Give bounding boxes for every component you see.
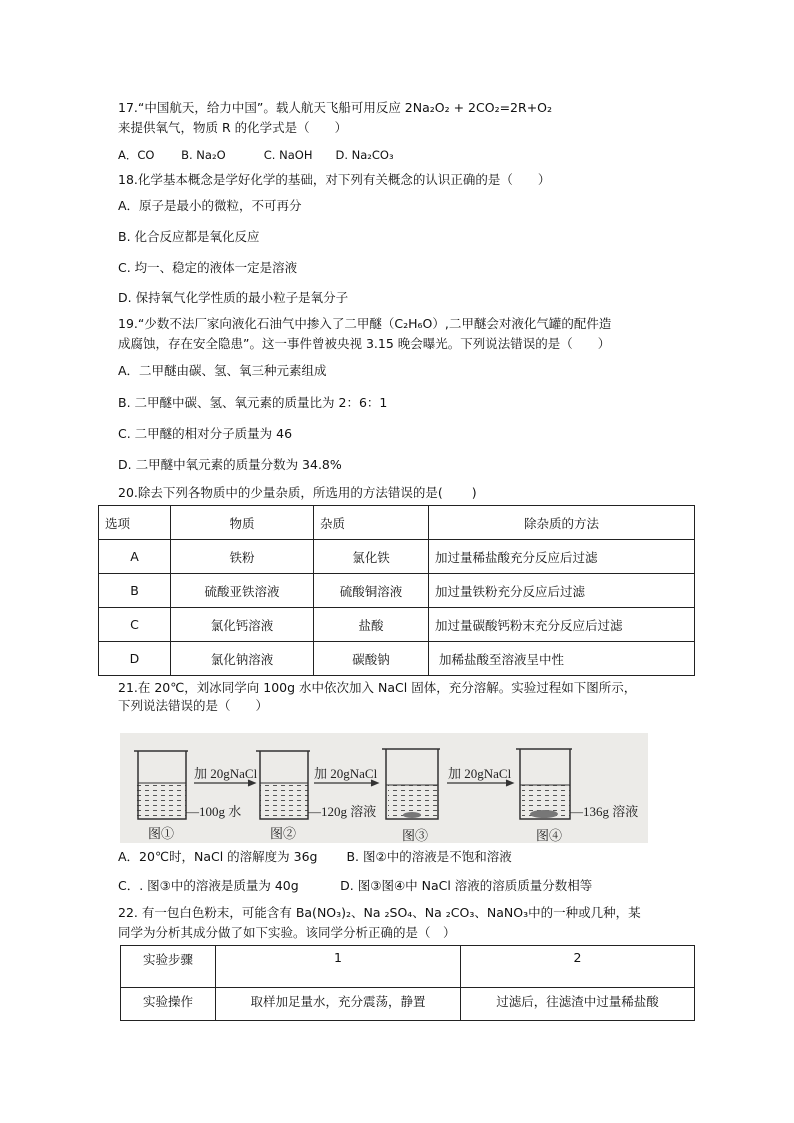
table-cell: 盐酸: [314, 608, 429, 642]
q17-stem-line2: 来提供氧气，物质 R 的化学式是（ ）: [118, 120, 348, 135]
table-cell: 实验步骤: [121, 946, 216, 988]
table-cell: 加过量稀盐酸充分反应后过滤: [429, 540, 695, 574]
q17-options: A．CO B. Na₂O C. NaOH D. Na₂CO₃: [118, 148, 394, 162]
q19-stem-line2: 成腐蚀，存在安全隐患”。这一事件曾被央视 3.15 晚会曝光。下列说法错误的是（ ）: [118, 336, 611, 351]
table-cell: D: [99, 642, 171, 676]
table-cell: 取样加足量水，充分震荡，静置: [216, 988, 461, 1021]
table-cell: 硫酸亚铁溶液: [171, 574, 314, 608]
table-cell: 2: [461, 946, 695, 988]
q22-stem-line2: 同学为分析其成分做了如下实验。该同学分析正确的是（ ）: [118, 925, 456, 940]
beaker-experiment-figure: [120, 733, 648, 843]
q19-option-c: C. 二甲醚的相对分子质量为 46: [118, 426, 293, 441]
q19-stem-line1: 19.“少数不法厂家向液化石油气中掺入了二甲醚（C₂H₆O）,二甲醚会对液化气罐的配件造: [118, 316, 612, 331]
table-cell: 加过量铁粉充分反应后过滤: [429, 574, 695, 608]
figure-caption: 图①: [148, 826, 175, 841]
add-nacl-label: 加 20gNaCl: [194, 766, 258, 781]
table-cell: 氯化钙溶液: [171, 608, 314, 642]
beaker-1-label: —100g 水: [186, 804, 242, 819]
table-row: [121, 946, 695, 988]
add-nacl-label: 加 20gNaCl: [314, 766, 378, 781]
table-row: [99, 608, 695, 642]
table-row: [99, 642, 695, 676]
q20-stem: 20.除去下列各物质中的少量杂质，所选用的方法错误的是( ): [118, 485, 477, 500]
table-cell: 1: [216, 946, 461, 988]
q18-option-c: C. 均一、稳定的液体一定是溶液: [118, 260, 298, 275]
beaker-4: [516, 749, 572, 819]
beaker-1: [134, 751, 188, 819]
q18-option-a: A．原子是最小的微粒，不可再分: [118, 198, 302, 213]
figure-caption: 图④: [536, 828, 563, 843]
table-cell: 硫酸铜溶液: [314, 574, 429, 608]
header-cell: 物质: [171, 506, 314, 540]
q21-options-cd: C．. 图③中的溶液是质量为 40g D. 图③图④中 NaCl 溶液的溶质质量分数相等: [118, 878, 593, 893]
table-cell: B: [99, 574, 171, 608]
add-nacl-label: 加 20gNaCl: [448, 766, 512, 781]
figure-caption: 图③: [402, 828, 429, 843]
beaker-drawing: [120, 733, 648, 843]
q19-option-d: D. 二甲醚中氧元素的质量分数为 34.8%: [118, 457, 342, 472]
table-row: [99, 540, 695, 574]
q18-option-d: D. 保持氧气化学性质的最小粒子是氧分子: [118, 290, 349, 305]
beaker-3: [382, 749, 440, 819]
table-cell: 实验操作: [121, 988, 216, 1021]
beaker-2: [256, 751, 310, 819]
q21-options-ab: A．20℃时，NaCl 的溶解度为 36g B. 图②中的溶液是不饱和溶液: [118, 849, 512, 864]
q20-table: [98, 505, 695, 676]
table-cell: C: [99, 608, 171, 642]
beaker-2-label: —120g 溶液: [308, 804, 377, 819]
header-cell: 除杂质的方法: [429, 506, 695, 540]
table-row: [121, 988, 695, 1021]
figure-caption: 图②: [270, 826, 297, 841]
table-cell: 过滤后，往滤渣中过量稀盐酸: [461, 988, 695, 1021]
q18-stem: 18.化学基本概念是学好化学的基础，对下列有关概念的认识正确的是（ ）: [118, 172, 551, 187]
table-cell: 加过量碳酸钙粉末充分反应后过滤: [429, 608, 695, 642]
q17-stem-line1: 17.“中国航天，给力中国”。载人航天飞船可用反应 2Na₂O₂ + 2CO₂=2R+O₂: [118, 100, 553, 115]
q22-table: [120, 945, 695, 1021]
q19-option-b: B. 二甲醚中碳、氢、氧元素的质量比为 2：6：1: [118, 395, 388, 410]
table-cell: 铁粉: [171, 540, 314, 574]
table-header-row: [99, 506, 695, 540]
table-cell: 氯化铁: [314, 540, 429, 574]
table-cell: 碳酸钠: [314, 642, 429, 676]
q21-stem-line1: 21.在 20℃，刘冰同学向 100g 水中依次加入 NaCl 固体，充分溶解。实验过程如下图所示，: [118, 680, 637, 695]
header-cell: 选项: [99, 506, 171, 540]
table-cell: 氯化钠溶液: [171, 642, 314, 676]
beaker-4-label: —136g 溶液: [570, 804, 639, 819]
table-row: [99, 574, 695, 608]
q18-option-b: B. 化合反应都是氧化反应: [118, 229, 260, 244]
q21-stem-line2: 下列说法错误的是（ ）: [118, 698, 269, 713]
q19-option-a: A．二甲醚由碳、氢、氧三种元素组成: [118, 363, 327, 378]
q22-stem-line1: 22. 有一包白色粉末，可能含有 Ba(NO₃)₂、Na ₂SO₄、Na ₂CO₃、NaNO₃中的一种或几种，某: [118, 905, 641, 920]
table-cell: A: [99, 540, 171, 574]
header-cell: 杂质: [314, 506, 429, 540]
table-cell: 加稀盐酸至溶液呈中性: [429, 642, 695, 676]
